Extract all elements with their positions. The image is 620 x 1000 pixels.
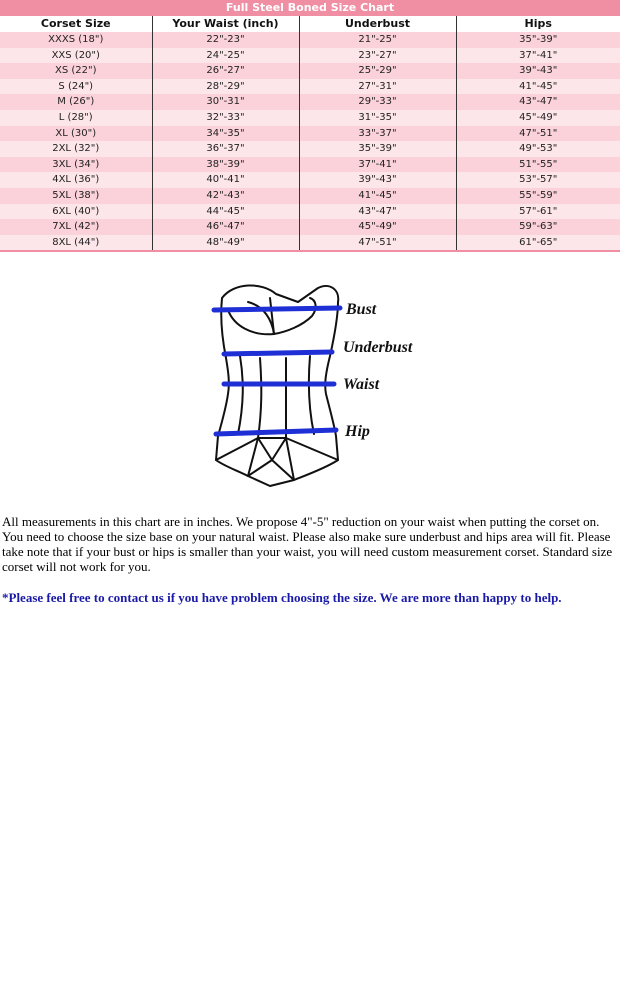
table-cell: 3XL (34") [0,157,152,173]
table-cell: 47"-51" [456,126,620,142]
table-cell: 47"-51" [299,235,456,252]
table-cell: XXS (20") [0,48,152,64]
table-row [0,63,620,79]
table-cell: 39"-43" [456,63,620,79]
table-cell: 61"-65" [456,235,620,252]
table-cell: XL (30") [0,126,152,142]
table-cell: 42"-43" [152,188,299,204]
table-cell: 45"-49" [456,110,620,126]
table-cell: 4XL (36") [0,172,152,188]
measurement-notes: All measurements in this chart are in inches. We propose 4"-5" reduction on your waist when putting the corset on. You need to choose the size base on your natural waist. Please also make sure underbust and hips area will fit. Please take note that if your bust or hips is smaller than your waist, you will need custom measurement corset. Standard size corset will not work for you. [2,514,613,574]
table-cell: 37"-41" [456,48,620,64]
table-row [0,188,620,204]
corset-illustration [200,276,450,496]
measurement-labels [343,301,413,440]
table-row [0,79,620,95]
table-cell: 43"-47" [456,94,620,110]
table-cell: 8XL (44") [0,235,152,252]
table-cell: 22"-23" [152,32,299,48]
column-header-hips: Hips [456,16,620,32]
measurement-lines [214,308,340,434]
size-chart-body [0,32,620,251]
table-cell: 25"-29" [299,63,456,79]
underbust-label: Underbust [343,339,413,356]
table-cell: 41"-45" [456,79,620,95]
table-cell: 35"-39" [299,141,456,157]
waist-label: Waist [343,376,380,393]
table-row [0,204,620,220]
table-cell: 57"-61" [456,204,620,220]
table-cell: 41"-45" [299,188,456,204]
table-cell: XXXS (18") [0,32,152,48]
chart-title: Full Steel Boned Size Chart [0,0,620,16]
table-cell: 27"-31" [299,79,456,95]
column-header-waist: Your Waist (inch) [152,16,299,32]
table-cell: 33"-37" [299,126,456,142]
measurement-diagram [200,276,450,496]
table-cell: 51"-55" [456,157,620,173]
table-cell: 38"-39" [152,157,299,173]
table-cell: 53"-57" [456,172,620,188]
table-cell: 44"-45" [152,204,299,220]
table-row [0,157,620,173]
underbust-measure-line [224,352,332,354]
hip-measure-line [216,430,336,434]
table-cell: 39"-43" [299,172,456,188]
table-cell: XS (22") [0,63,152,79]
table-cell: 40"-41" [152,172,299,188]
table-cell: 43"-47" [299,204,456,220]
table-cell: 30"-31" [152,94,299,110]
table-row [0,141,620,157]
table-cell: 26"-27" [152,63,299,79]
table-cell: 21"-25" [299,32,456,48]
table-cell: 7XL (42") [0,219,152,235]
table-row [0,219,620,235]
table-row [0,110,620,126]
column-header-corset-size: Corset Size [0,16,152,32]
table-row [0,126,620,142]
table-cell: 28"-29" [152,79,299,95]
table-cell: 49"-53" [456,141,620,157]
table-cell: 6XL (40") [0,204,152,220]
table-cell: 37"-41" [299,157,456,173]
table-cell: S (24") [0,79,152,95]
table-cell: 23"-27" [299,48,456,64]
table-cell: 36"-37" [152,141,299,157]
bust-label: Bust [346,301,377,318]
column-header-underbust: Underbust [299,16,456,32]
table-row [0,48,620,64]
hip-label: Hip [345,423,370,440]
table-cell: 59"-63" [456,219,620,235]
table-cell: M (26") [0,94,152,110]
table-cell: 46"-47" [152,219,299,235]
table-cell: 5XL (38") [0,188,152,204]
table-cell: L (28") [0,110,152,126]
bust-measure-line [214,308,340,310]
table-cell: 48"-49" [152,235,299,252]
table-row [0,235,620,252]
table-row [0,94,620,110]
contact-note: *Please feel free to contact us if you have problem choosing the size. We are more than happy to help. [2,590,562,605]
table-cell: 55"-59" [456,188,620,204]
size-chart-table [0,0,620,252]
table-cell: 24"-25" [152,48,299,64]
table-cell: 35"-39" [456,32,620,48]
table-cell: 2XL (32") [0,141,152,157]
table-row [0,172,620,188]
table-row [0,32,620,48]
table-cell: 45"-49" [299,219,456,235]
table-cell: 31"-35" [299,110,456,126]
table-cell: 34"-35" [152,126,299,142]
table-cell: 32"-33" [152,110,299,126]
table-cell: 29"-33" [299,94,456,110]
